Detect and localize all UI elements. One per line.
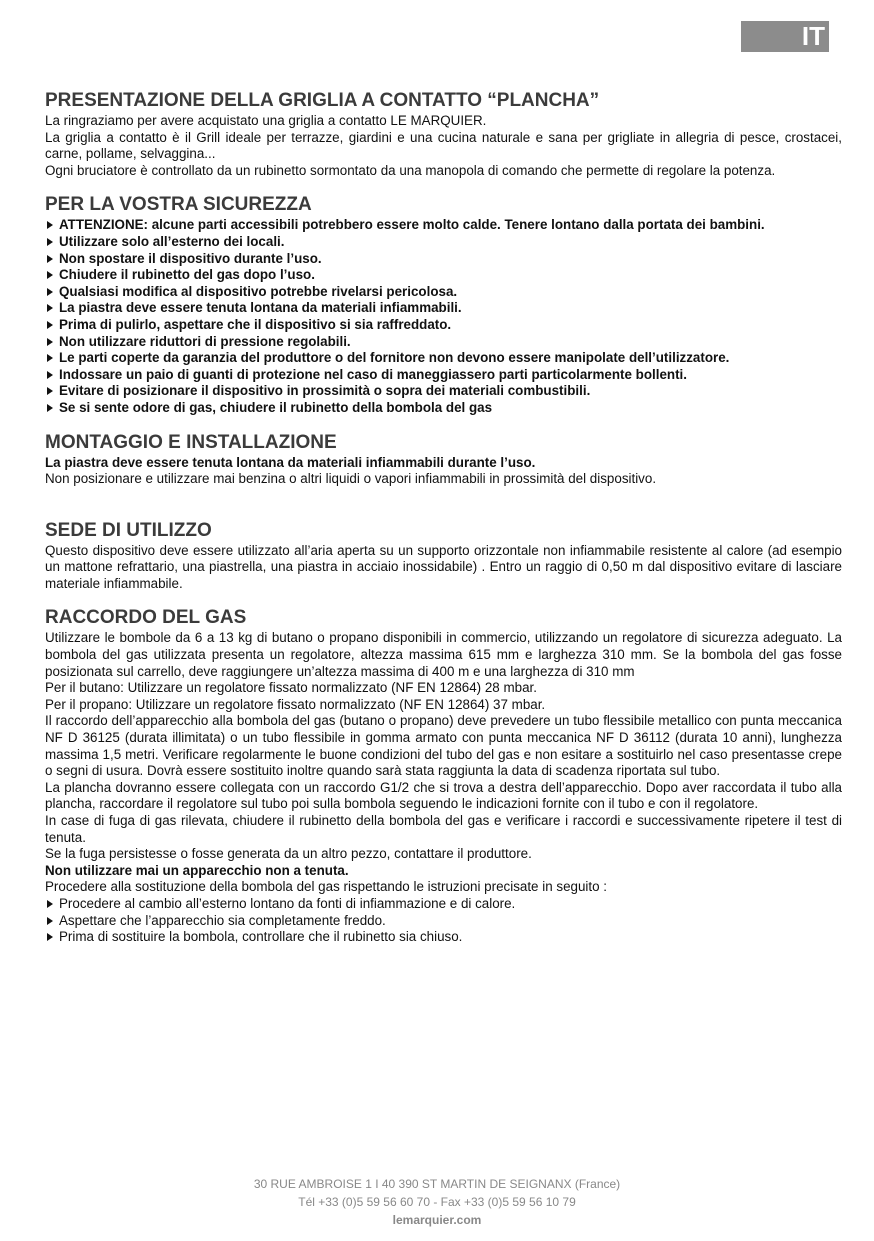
list-item: Aspettare che l’apparecchio sia completamente freddo. — [45, 913, 842, 930]
paragraph: La plancha dovranno essere collegata con un raccordo G1/2 che si trova a destra dell’apparecchio. Dopo aver raccordata il tubo alla plancha, raccordare il regolatore sul tubo poi sulla bombola seguendo le indicazioni fornite con il tubo e con il regolatore. — [45, 779, 842, 812]
paragraph: Per il butano: Utilizzare un regolatore fissato normalizzato (NF EN 12864) 28 mbar. — [45, 680, 537, 696]
paragraph: In case di fuga di gas rilevata, chiudere il rubinetto della bombola del gas e verificare i raccordi e successivamente ripetere il test di tenuta. — [45, 813, 842, 845]
list-item: Le parti coperte da garanzia del produttore o del fornitore non devono essere manipolate dell’utilizzatore. — [45, 350, 842, 367]
paragraph: Per il propano: Utilizzare un regolatore fissato normalizzato (NF EN 12864) 37 mbar. — [45, 696, 546, 712]
paragraph: Ogni bruciatore è controllato da un rubinetto sormontato da una manopola di comando che permette di regolare la potenza. — [45, 162, 776, 178]
list-item: Qualsiasi modifica al dispositivo potrebbe rivelarsi pericolosa. — [45, 284, 842, 301]
paragraph: Procedere alla sostituzione della bombola del gas rispettando le istruzioni precisate in seguito : — [45, 879, 607, 895]
list-item: Non utilizzare riduttori di pressione regolabili. — [45, 334, 842, 351]
section-raccordo — [45, 606, 842, 945]
section-title: RACCORDO DEL GAS — [45, 607, 247, 629]
section-sicurezza — [45, 193, 842, 416]
paragraph: La piastra deve essere tenuta lontana da materiali infiammabili durante l’uso. — [45, 454, 536, 470]
language-tab: IT — [741, 21, 829, 52]
list-item: Prima di pulirlo, aspettare che il dispositivo si sia raffreddato. — [45, 317, 842, 334]
paragraph: Questo dispositivo deve essere utilizzato all’aria aperta su un supporto orizzontale non infiammabile resistente al calore (ad esempio un mattone refrattario, una piastrella, una piastra in acciaio inossidabile) . Entro un raggio di 0,50 m dal dispositivo evitare di lasciare materiale infiammabile. — [45, 542, 842, 591]
section-montaggio — [45, 431, 842, 488]
section-sede — [45, 519, 842, 593]
paragraph: Il raccordo dell’apparecchio alla bombola del gas (butano o propano) deve prevedere un tubo flessibile metallico con punta meccanica NF D 36125 (durata illimitata) o un tubo flessibile in gomma armato con punta meccanica NF D 36112 (durata 10 anni), lunghezza massima 1,5 metri. Verificare regolarmente le buone condizioni del tubo del gas e non esitare a sostituirlo nel caso presentasse crepe o segni di usura. Dovrà essere sostituito inoltre quando sarà stata raggiunta la data di scadenza riportata sul tubo. — [45, 713, 842, 779]
safety-list — [45, 217, 842, 416]
section-title: PER LA VOSTRA SICUREZZA — [45, 194, 312, 216]
list-item: Non spostare il dispositivo durante l’uso. — [45, 251, 842, 268]
list-item: Procedere al cambio all’esterno lontano da fonti di infiammazione e di calore. — [45, 896, 842, 913]
list-item: ATTENZIONE: alcune parti accessibili potrebbero essere molto calde. Tenere lontano dalla portata dei bambini. — [45, 217, 842, 234]
section-title: SEDE DI UTILIZZO — [45, 519, 212, 541]
footer-phone: Tél +33 (0)5 59 56 60 70 - Fax +33 (0)5 59 56 10 79 — [298, 1195, 576, 1209]
paragraph: Non posizionare e utilizzare mai benzina o altri liquidi o vapori infiammabili in prossimità del dispositivo. — [45, 471, 657, 487]
list-item: Utilizzare solo all’esterno dei locali. — [45, 234, 842, 251]
list-item: Prima di sostituire la bombola, controllare che il rubinetto sia chiuso. — [45, 929, 842, 946]
list-item: La piastra deve essere tenuta lontana da materiali infiammabili. — [45, 300, 842, 317]
paragraph: La griglia a contatto è il Grill ideale per terrazze, giardini e una cucina naturale e sana per grigliate in allegria di pesce, crostacei, carne, pollame, selvaggina... — [45, 129, 842, 162]
list-item: Chiudere il rubinetto del gas dopo l’uso. — [45, 267, 842, 284]
list-item: Se si sente odore di gas, chiudere il rubinetto della bombola del gas — [45, 400, 842, 417]
section-title: MONTAGGIO E INSTALLAZIONE — [45, 431, 337, 453]
section-title: PRESENTAZIONE DELLA GRIGLIA A CONTATTO “PLANCHA” — [45, 90, 600, 111]
list-item: Evitare di posizionare il dispositivo in prossimità o sopra dei materiali combustibili. — [45, 383, 842, 400]
list-item: Indossare un paio di guanti di protezione nel caso di maneggiassero parti particolarmente bollenti. — [45, 367, 842, 384]
footer-address: 30 RUE AMBROISE 1 I 40 390 ST MARTIN DE SEIGNANX (France) — [253, 1177, 621, 1191]
paragraph: Utilizzare le bombole da 6 a 13 kg di butano o propano disponibili in commercio, utilizzando un regolatore di sicurezza adeguato. La bombola del gas utilizzata presenta un regolatore, altezza massima 615 mm e larghezza 310 mm. Se la bombola del gas fosse posizionata sul carrello, deve raggiungere un’altezza massima di 400 m e una larghezza di 310 mm — [45, 630, 842, 679]
footer-website-link[interactable]: lemarquier.com — [392, 1213, 482, 1227]
paragraph: Non utilizzare mai un apparecchio non a tenuta. — [45, 862, 349, 878]
section-presentazione — [45, 89, 842, 179]
paragraph: Se la fuga persistesse o fosse generata da un altro pezzo, contattare il produttore. — [45, 846, 532, 862]
page-footer — [0, 1175, 874, 1229]
replacement-steps-list — [45, 896, 842, 946]
document-body — [45, 89, 842, 960]
paragraph: La ringraziamo per avere acquistato una griglia a contatto LE MARQUIER. — [45, 113, 487, 128]
